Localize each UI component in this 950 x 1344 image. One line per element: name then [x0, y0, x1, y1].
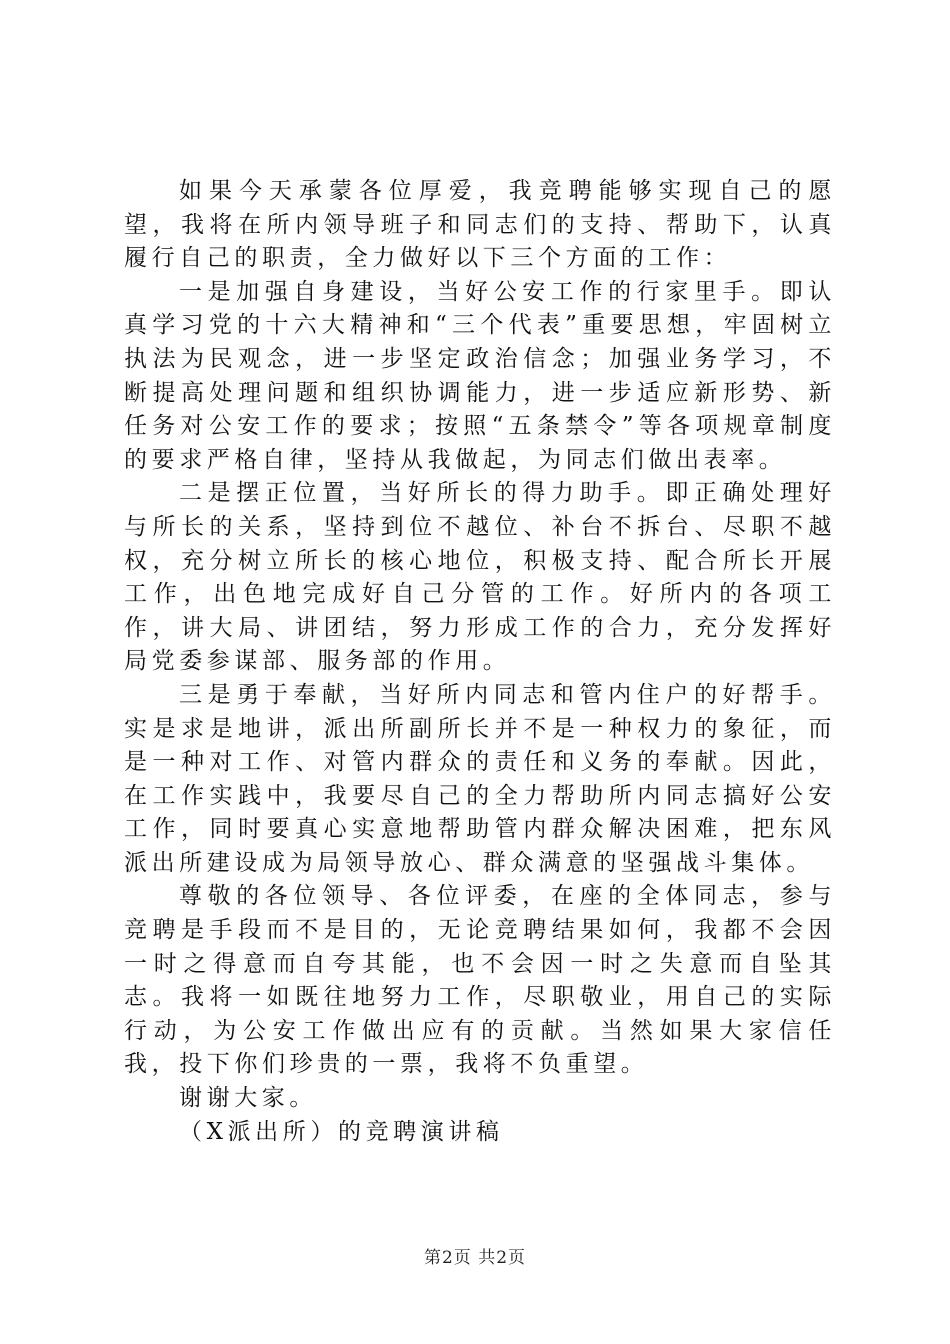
paragraph-point-one: 一是加强自身建设，当好公安工作的行家里手。即认真学习党的十六大精神和“三个代表”重要思想，牢固树立执法为民观念，进一步坚定政治信念；加强业务学习，不断提高处理问题和组织协调能力，进一步适应新形势、新任务对公安工作的要求；按照“五条禁令”等各项规章制度的要求严格自律，坚持从我做起，为同志们做出表率。 [124, 278, 836, 473]
paragraph-closing: 尊敬的各位领导、各位评委，在座的全体同志，参与竞聘是手段而不是目的，无论竞聘结果如何，我都不会因一时之得意而自夸其能，也不会因一时之失意而自坠其志。我将一如既往地努力工作，尽职敬业，用自己的实际行动，为公安工作做出应有的贡献。当然如果大家信任我，投下你们珍贵的一票，我将不负重望。 [124, 883, 836, 1078]
paragraph-intro: 如果今天承蒙各位厚爱，我竞聘能够实现自己的愿望，我将在所内领导班子和同志们的支持、帮助下，认真履行自己的职责，全力做好以下三个方面的工作： [124, 178, 836, 272]
document-body [124, 175, 836, 1149]
paragraph-title-line: （X派出所）的竞聘演讲稿 [179, 1118, 504, 1145]
paragraph-point-three: 三是勇于奉献，当好所内同志和管内住户的好帮手。实是求是地讲，派出所副所长并不是一种权力的象征，而是一种对工作、对管内群众的责任和义务的奉献。因此，在工作实践中，我要尽自己的全力帮助所内同志搞好公安工作，同时要真心实意地帮助管内群众解决困难，把东风派出所建设成为局领导放心、群众满意的坚强战斗集体。 [124, 681, 836, 876]
page-footer: 第2页 共2页 [423, 1248, 527, 1268]
paragraph-point-two: 二是摆正位置，当好所长的得力助手。即正确处理好与所长的关系，坚持到位不越位、补台不拆台、尽职不越权，充分树立所长的核心地位，积极支持、配合所长开展工作，出色地完成好自己分管的工作。好所内的各项工作，讲大局、讲团结，努力形成工作的合力，充分发挥好局党委参谋部、服务部的作用。 [124, 480, 836, 675]
paragraph-thanks: 谢谢大家。 [179, 1085, 317, 1112]
